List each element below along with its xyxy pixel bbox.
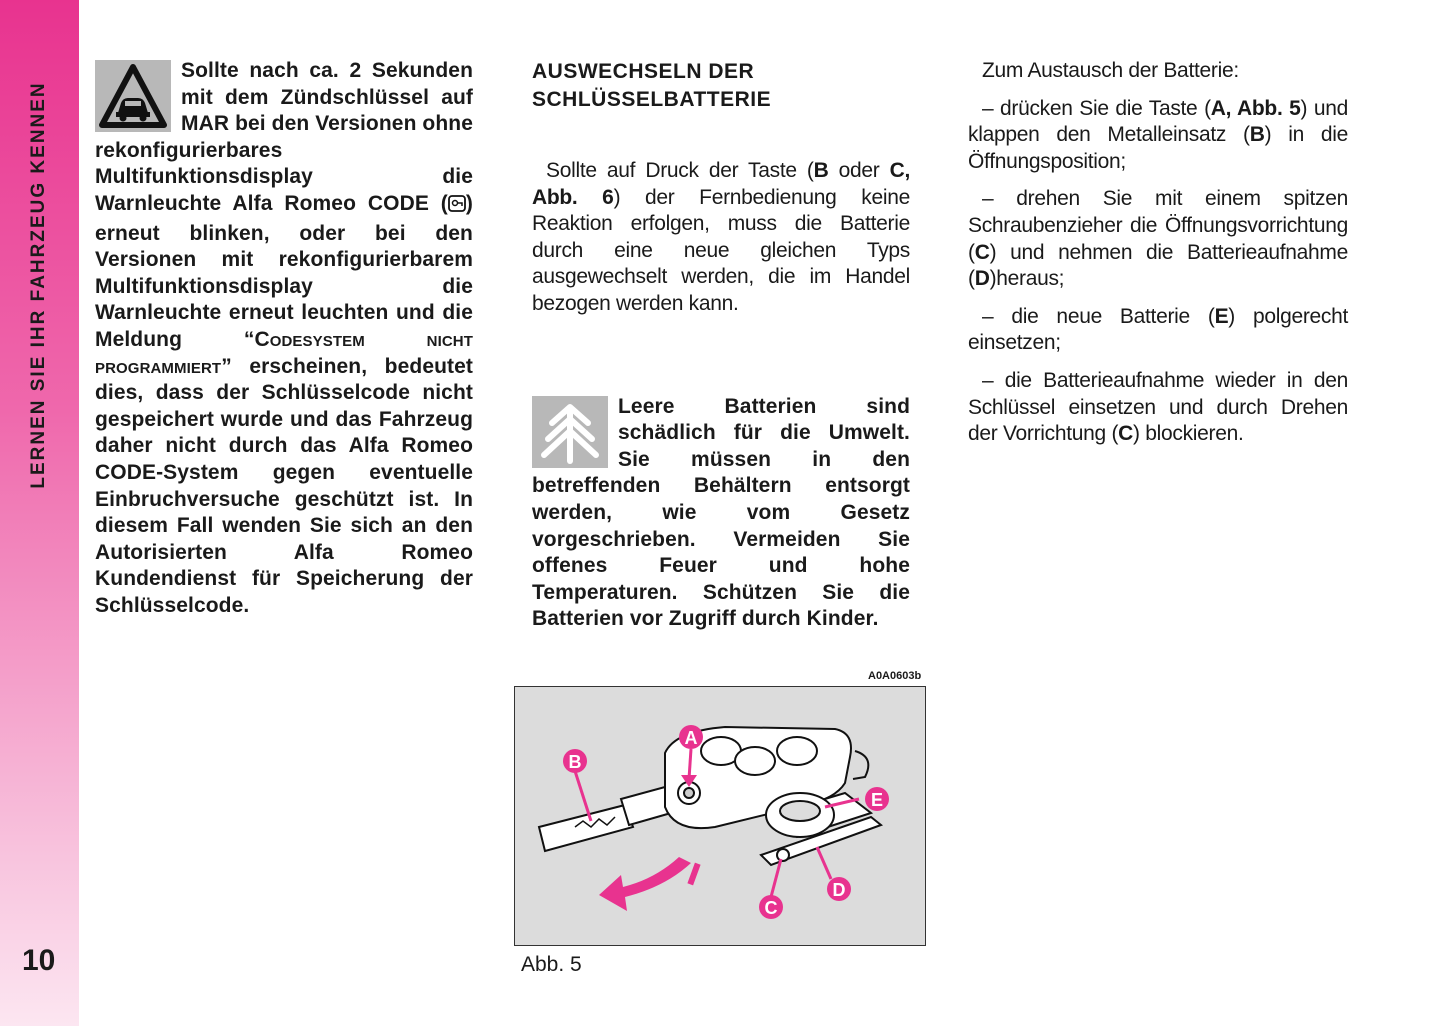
car-warning-icon (95, 60, 171, 132)
page-number: 10 (22, 944, 56, 977)
key-illustration (514, 686, 926, 946)
step-1: – drücken Sie die Taste (A, Abb. 5) und klappen den Metalleinsatz (B) in die Öffnungsposition; (968, 96, 1349, 173)
intro-paragraph (532, 158, 910, 318)
code-lamp-icon (448, 193, 466, 221)
intro-bold-2: C, Abb. 6 (532, 159, 910, 209)
callout-label-a (679, 725, 703, 749)
svg-text:B: B (568, 752, 582, 772)
rotation-arrow-icon (599, 857, 701, 911)
intro-text-2: oder (828, 159, 890, 182)
battery-steps (968, 58, 1348, 459)
step-3: – die neue Batterie (E) polgerecht einsetzen; (968, 304, 1349, 355)
figure-caption: Abb. 5 (521, 953, 582, 976)
svg-text:E: E (870, 790, 884, 810)
warning-note (95, 58, 473, 619)
intro-bold-1: B (813, 159, 829, 182)
heading-line-2: SCHLÜSSELBATTERIE (532, 88, 772, 111)
step-4: – die Batterieaufnahme wieder in den Schlüssel einsetzen und durch Drehen der Vorrichtung (C) blockieren. (968, 368, 1348, 446)
sidebar-band (0, 0, 79, 1026)
step-2: – drehen Sie mit einem spitzen Schraubenzieher die Öffnungsvorrichtung (C) und nehmen die Batterieaufnahme (D)heraus; (968, 187, 1348, 291)
key-drawing (515, 687, 925, 945)
warning-text-3: ” erscheinen, bedeutet dies, dass der Schlüsselcode nicht gespeichert wurde und das Fahrzeug daher nicht durch das Alfa Romeo CODE-System gegen eventuelle Einbruchversuche geschützt ist. In diesem Fall wenden Sie sich an den Autorisierten Alfa Romeo Kundendienst für Speicherung der Schlüsselcode. (95, 354, 473, 617)
key-blade (539, 787, 671, 851)
message-label: Codesystem nicht programmiert (95, 327, 473, 378)
environment-text: Leere Batterien sind schädlich für die Umwelt. Sie müssen in den betreffenden Behältern entsorgt werden, wie vom Gesetz vorgeschrieben. Vermeiden Sie offenes Feuer und hohe Temperaturen. Schützen Sie die Batterien vor Zugriff durch Kinder. (532, 394, 910, 631)
warning-text-1: Sollte nach ca. 2 Sekunden mit dem Zündschlüssel auf MAR bei den Versionen ohne rekonfigurierbares Multifunktionsdisplay die Warnleuchte Alfa Romeo CODE ( (95, 59, 473, 215)
callout-label-d (827, 877, 851, 901)
battery-section (532, 58, 910, 633)
svg-text:A: A (684, 728, 698, 748)
intro-text-1: Sollte auf Druck der Taste ( (546, 159, 814, 182)
warning-text-2: ) erneut blinken, oder bei den Versionen mit rekonfigurierbarem Multifunktionsdisplay die Warnleuchte erneut leuchten und die Meldung “ (95, 191, 473, 351)
section-title: LERNEN SIE IHR FAHRZEUG KENNEN (28, 81, 49, 489)
steps-intro: Zum Austausch der Batterie: (982, 59, 1239, 82)
callout-label-c (759, 895, 783, 919)
heading-line-1: AUSWECHSELN DER (532, 60, 755, 83)
environment-tree-icon (532, 396, 608, 468)
environment-note (532, 394, 910, 633)
callout-label-e (865, 787, 889, 811)
svg-text:C: C (764, 898, 778, 918)
svg-text:D: D (832, 880, 846, 900)
intro-text-3: ) der Fernbedienung keine Reaktion erfolgen, muss die Batterie durch eine neue gleichen Typs ausgewechselt werden, die im Handel bezogen werden kann. (532, 185, 910, 315)
figure-code: A0A0603b (868, 670, 922, 682)
callout-label-b (563, 749, 587, 773)
section-heading (532, 58, 910, 114)
